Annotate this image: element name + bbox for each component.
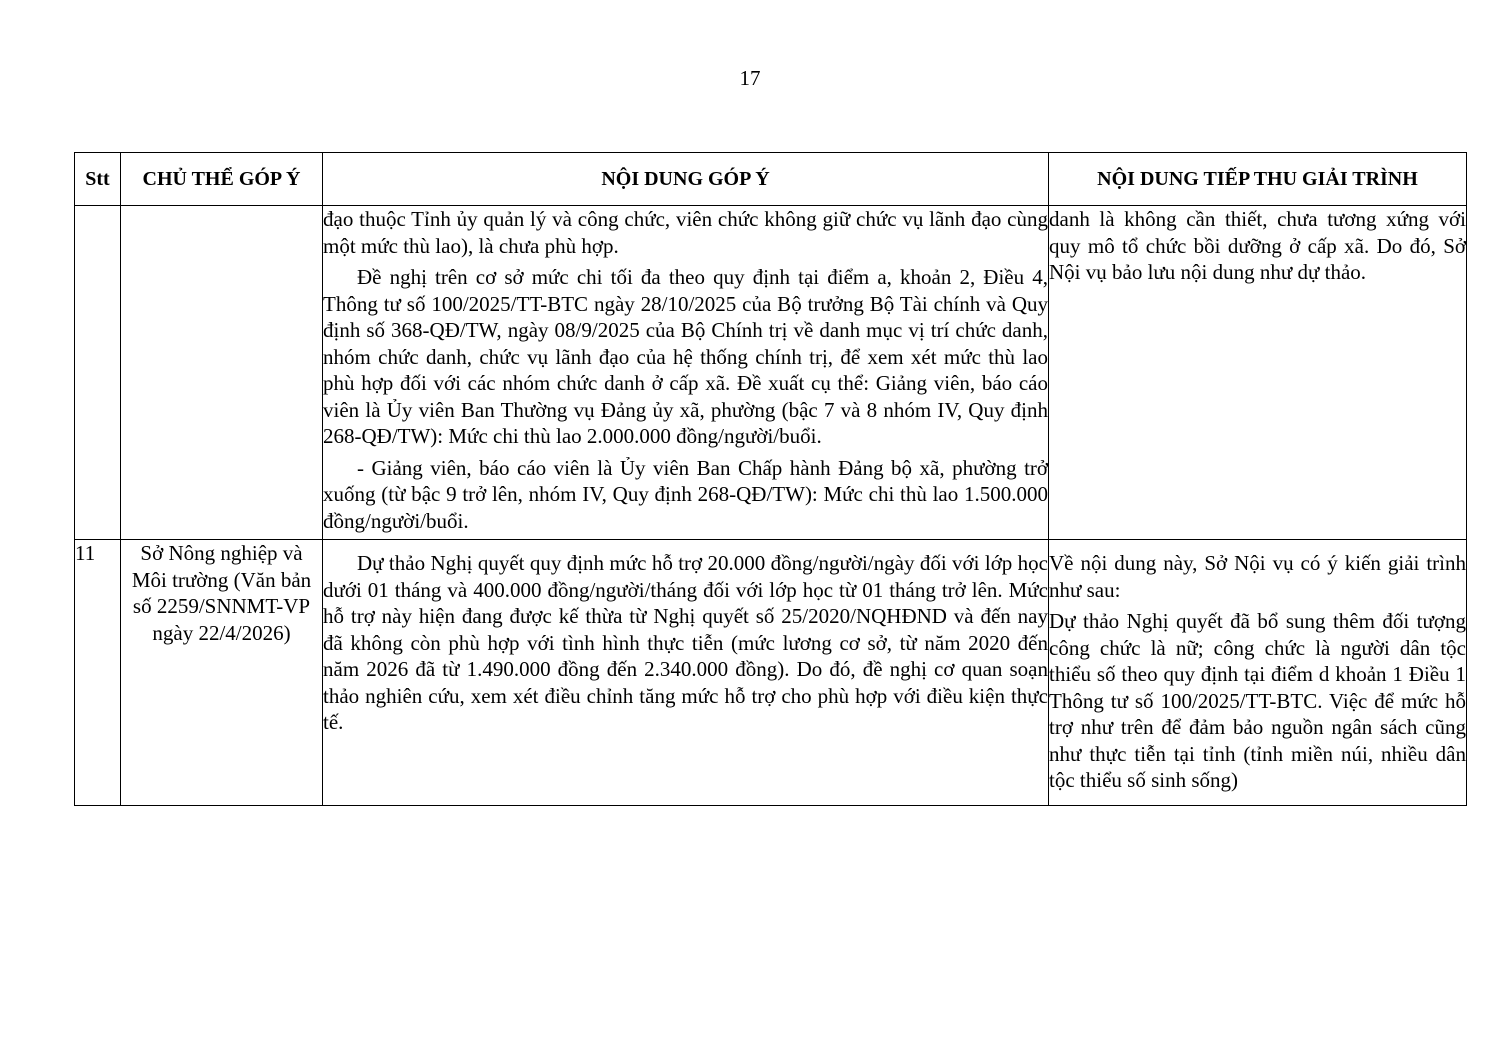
table-body: [75, 206, 1467, 806]
cell-subject: Sở Nông nghiệp và Môi trường (Văn bản số 2259/SNNMT-VP ngày 22/4/2026): [121, 540, 323, 806]
header-response: NỘI DUNG TIẾP THU GIẢI TRÌNH: [1049, 153, 1467, 206]
feedback-table: [74, 152, 1467, 806]
header-row: [75, 153, 1467, 206]
header-content: NỘI DUNG GÓP Ý: [323, 153, 1049, 206]
cell-response: [1049, 540, 1467, 806]
page-number: 17: [739, 66, 761, 90]
table-row-11: [75, 540, 1467, 806]
cell-content: [323, 540, 1049, 806]
table-row-continued: [75, 206, 1467, 540]
cell-stt: 11: [75, 540, 121, 806]
header-subject: CHỦ THỂ GÓP Ý: [121, 153, 323, 206]
response-paragraph: danh là không cần thiết, chưa tương xứng với quy mô tổ chức bồi dưỡng ở cấp xã. Do đó, Sở Nội vụ bảo lưu nội dung như dự thảo.: [1049, 207, 1466, 284]
cell-content: [323, 206, 1049, 540]
response-paragraph: Về nội dung này, Sở Nội vụ có ý kiến giải trình như sau:: [1049, 551, 1466, 602]
response-paragraph: Dự thảo Nghị quyết đã bổ sung thêm đối tượng công chức là nữ; công chức là người dân tộc thiểu số theo quy định tại điểm d khoản 1 Điều 1 Thông tư số 100/2025/TT-BTC. Việc để mức hỗ trợ như trên để đảm bảo nguồn ngân sách cũng như thực tiễn tại tỉnh (tỉnh miền núi, nhiều dân tộc thiểu số sinh sống): [1049, 609, 1466, 792]
content-paragraph: Đề nghị trên cơ sở mức chi tối đa theo quy định tại điểm a, khoản 2, Điều 4, Thông tư số 100/2025/TT-BTC ngày 28/10/2025 của Bộ trưởng Bộ Tài chính và Quy định số 368-QĐ/TW, ngày 08/9/2025 của Bộ Chính trị về danh mục vị trí chức danh, nhóm chức danh, chức vụ lãnh đạo của hệ thống chính trị, để xem xét mức thù lao phù hợp đối với các nhóm chức danh ở cấp xã. Đề xuất cụ thể: Giảng viên, báo cáo viên là Ủy viên Ban Thường vụ Đảng ủy xã, phường (bậc 7 và 8 nhóm IV, Quy định 268-QĐ/TW): Mức chi thù lao 2.000.000 đồng/người/buổi.: [323, 265, 1048, 448]
cell-response: [1049, 206, 1467, 540]
table-header: [75, 153, 1467, 206]
header-stt: Stt: [75, 153, 121, 206]
cell-stt: [75, 206, 121, 540]
content-paragraph: Dự thảo Nghị quyết quy định mức hỗ trợ 20.000 đồng/người/ngày đối với lớp học dưới 01 tháng và 400.000 đồng/người/tháng đối với lớp học từ 01 tháng trở lên. Mức hỗ trợ này hiện đang được kế thừa từ Nghị quyết số 25/2020/NQHĐND và đến nay đã không còn phù hợp với tình hình thực tiễn (mức lương cơ sở, từ năm 2020 đến năm 2026 đã từ 1.490.000 đồng đến 2.340.000 đồng). Do đó, đề nghị cơ quan soạn thảo nghiên cứu, xem xét điều chỉnh tăng mức hỗ trợ cho phù hợp với điều kiện thực tế.: [323, 551, 1048, 734]
content-paragraph: đạo thuộc Tỉnh ủy quản lý và công chức, viên chức không giữ chức vụ lãnh đạo cùng một mức thù lao), là chưa phù hợp.: [323, 207, 1048, 258]
content-paragraph: - Giảng viên, báo cáo viên là Ủy viên Ban Chấp hành Đảng bộ xã, phường trở xuống (từ bậc 9 trở lên, nhóm IV, Quy định 268-QĐ/TW): Mức chi thù lao 1.500.000 đồng/người/buổi.: [323, 455, 1048, 533]
cell-subject: [121, 206, 323, 540]
